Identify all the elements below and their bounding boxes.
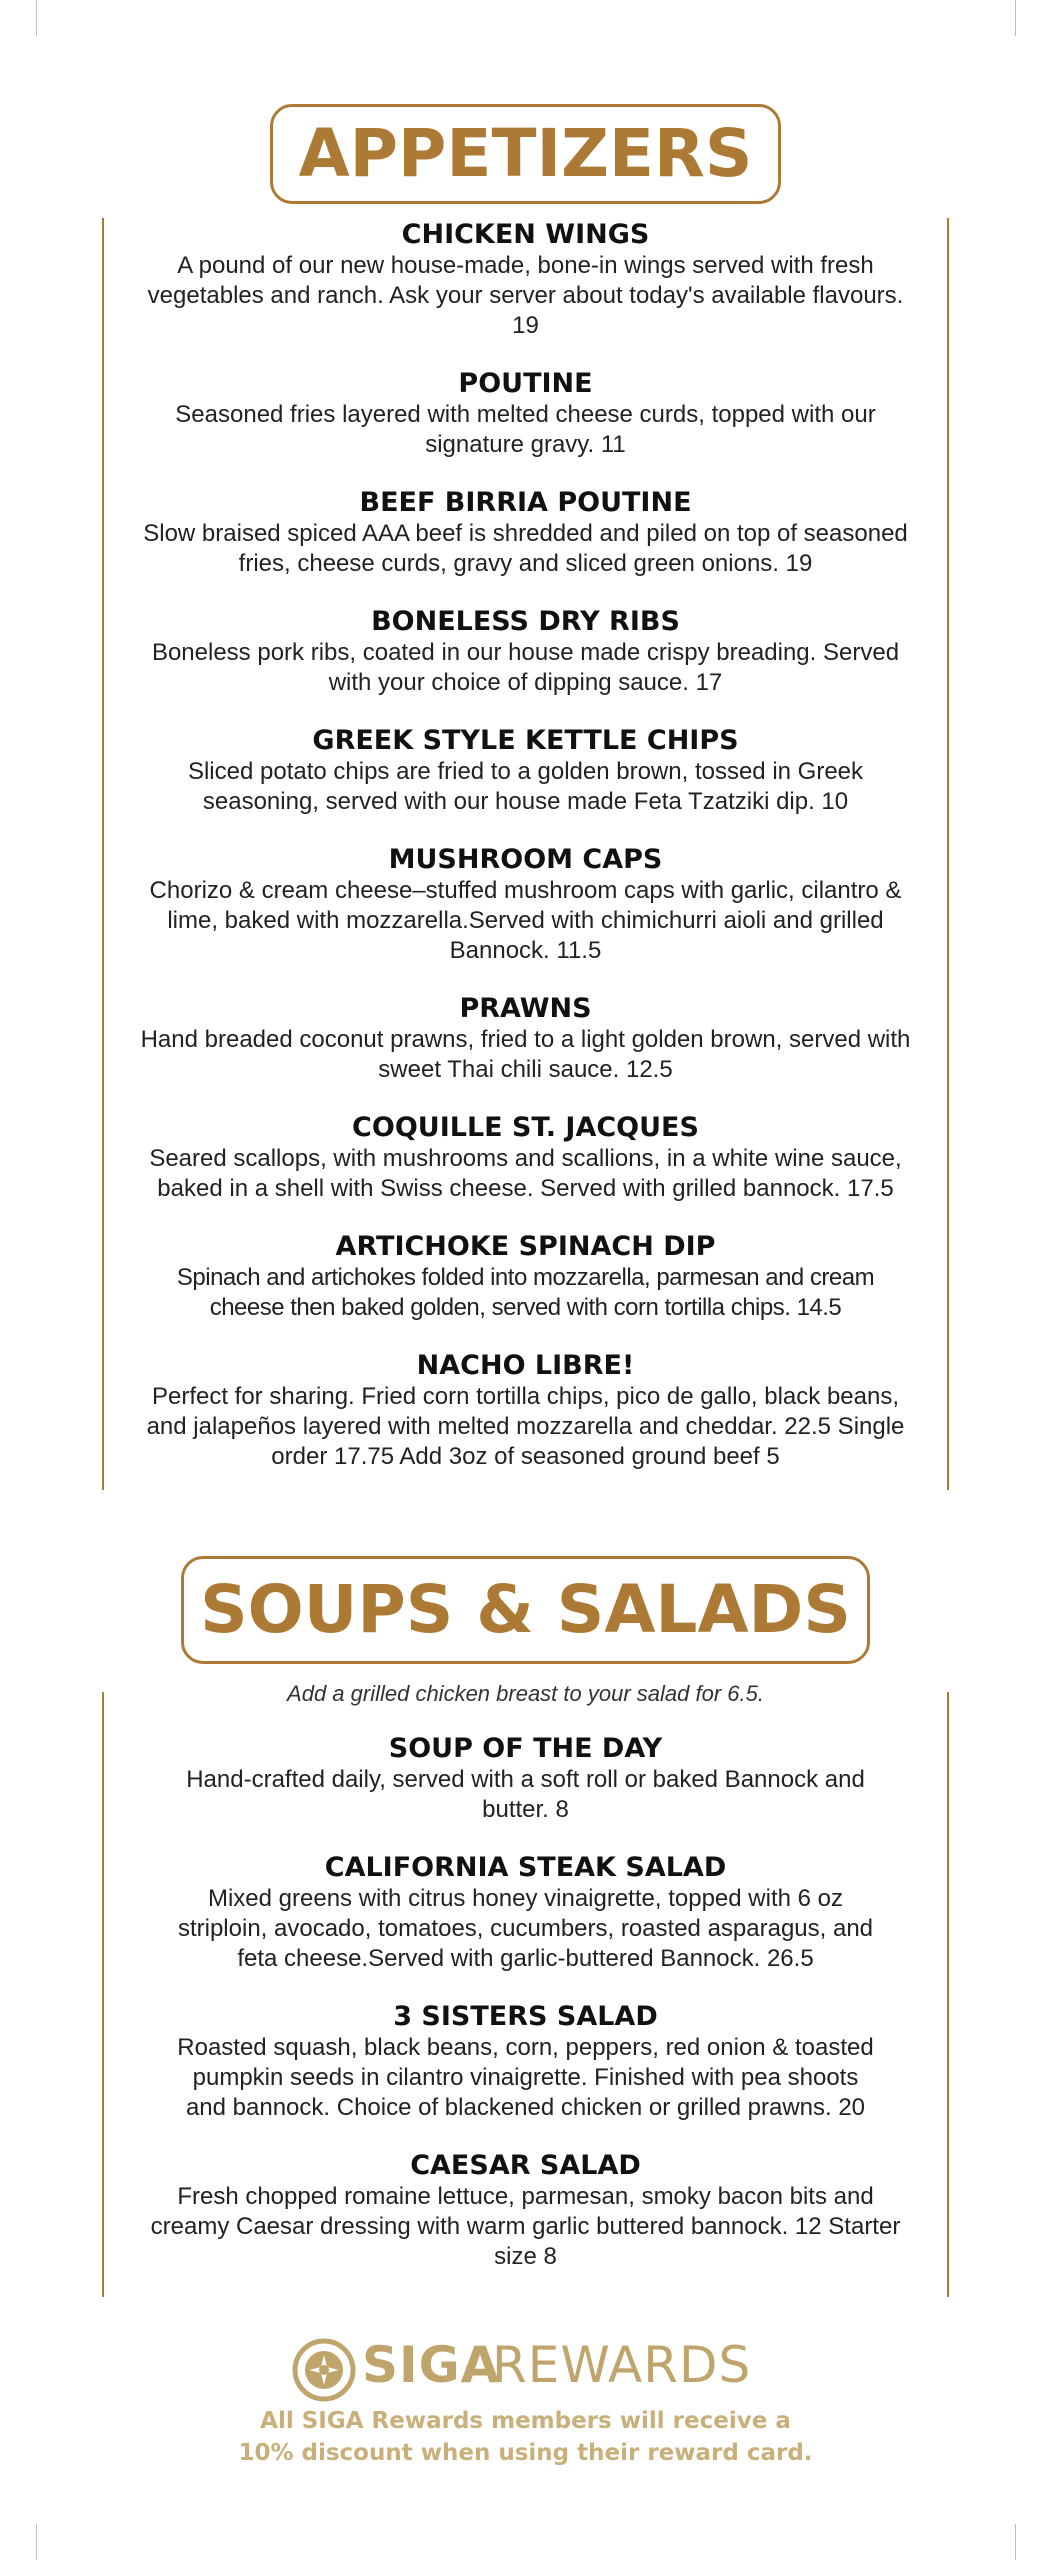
appetizers-list bbox=[140, 219, 911, 1472]
item-name: PRAWNS bbox=[459, 993, 592, 1024]
item-name: CAESAR SALAD bbox=[410, 2150, 641, 2181]
item-description: Boneless pork ribs, coated in our house made crispy breading. Served with your choice of dipping sauce. 17 bbox=[151, 639, 900, 696]
menu-item bbox=[140, 2001, 911, 2123]
item-description: A pound of our new house-made, bone-in wings served with fresh vegetables and ranch. Ask your server about today's available flavours. 19 bbox=[147, 252, 904, 339]
salad-addon-note: Add a grilled chicken breast to your salad for 6.5. bbox=[287, 1681, 764, 1706]
item-description: Hand breaded coconut prawns, fried to a light golden brown, served with sweet Thai chili sauce. 12.5 bbox=[140, 1026, 911, 1083]
brand-rewards: REWARDS bbox=[492, 2336, 752, 2394]
item-description: Seasoned fries layered with melted cheese curds, topped with our signature gravy. 11 bbox=[175, 401, 876, 458]
soups-right-rule bbox=[947, 1692, 949, 2297]
item-name: SOUP OF THE DAY bbox=[388, 1733, 663, 1764]
menu-item bbox=[140, 1733, 911, 1825]
brand-siga: SIGA bbox=[362, 2336, 501, 2394]
item-description: Perfect for sharing. Fried corn tortilla chips, pico de gallo, black beans, and jalapeños layered with melted mozzarella and cheddar. 22.5 Single order 17.75 Add 3oz of seasoned ground beef 5 bbox=[146, 1383, 905, 1470]
appetizers-heading: APPETIZERS bbox=[270, 104, 781, 204]
menu-item bbox=[140, 487, 911, 579]
item-name: NACHO LIBRE! bbox=[416, 1350, 635, 1381]
item-name: MUSHROOM CAPS bbox=[388, 844, 663, 875]
menu-item bbox=[140, 1350, 911, 1472]
item-description: Fresh chopped romaine lettuce, parmesan, smoky bacon bits and creamy Caesar dressing with warm garlic buttered bannock. 12 Starter size 8 bbox=[150, 2183, 901, 2270]
item-name: BEEF BIRRIA POUTINE bbox=[359, 487, 692, 518]
item-description: Hand-crafted daily, served with a soft roll or baked Bannock and butter. 8 bbox=[186, 1766, 865, 1823]
menu-item bbox=[140, 368, 911, 460]
item-description: Seared scallops, with mushrooms and scallions, in a white wine sauce, baked in a shell with Swiss cheese. Served with grilled bannock. 17.5 bbox=[149, 1145, 902, 1202]
item-description: Sliced potato chips are fried to a golden brown, tossed in Greek seasoning, served with our house made Feta Tzatziki dip. 10 bbox=[187, 758, 864, 815]
item-description: Roasted squash, black beans, corn, peppers, red onion & toasted pumpkin seeds in cilantro vinaigrette. Finished with pea shoots and bannock. Choice of blackened chicken or grilled prawns. 20 bbox=[177, 2034, 874, 2121]
rewards-discount-note bbox=[0, 2405, 1051, 2469]
menu-item bbox=[140, 606, 911, 698]
item-name: CALIFORNIA STEAK SALAD bbox=[324, 1852, 727, 1883]
appetizers-right-rule bbox=[947, 218, 949, 1490]
crop-mark-top-right bbox=[1015, 0, 1016, 36]
menu-item bbox=[140, 1852, 911, 1974]
menu-item bbox=[140, 219, 911, 341]
menu-item bbox=[140, 1231, 911, 1323]
menu-item bbox=[140, 1112, 911, 1204]
crop-mark-top-left bbox=[36, 0, 37, 36]
item-name: POUTINE bbox=[458, 368, 593, 399]
item-name: BONELESS DRY RIBS bbox=[371, 606, 680, 637]
soups-left-rule bbox=[102, 1692, 104, 2297]
menu-item bbox=[140, 725, 911, 817]
soups-salads-heading: SOUPS & SALADS bbox=[181, 1556, 870, 1664]
item-name: ARTICHOKE SPINACH DIP bbox=[335, 1231, 716, 1262]
siga-emblem-icon bbox=[292, 2338, 356, 2402]
soups-salads-list bbox=[140, 1681, 911, 2272]
menu-item bbox=[140, 2150, 911, 2272]
item-name: 3 SISTERS SALAD bbox=[393, 2001, 658, 2032]
rewards-note-line-1: All SIGA Rewards members will receive a bbox=[260, 2408, 791, 2434]
menu-item bbox=[140, 993, 911, 1085]
item-description: Mixed greens with citrus honey vinaigrette, topped with 6 oz striploin, avocado, tomatoes, cucumbers, roasted asparagus, and feta cheese.Served with garlic-buttered Bannock. 26.5 bbox=[177, 1885, 874, 1972]
item-name: CHICKEN WINGS bbox=[401, 219, 650, 250]
appetizers-left-rule bbox=[102, 218, 104, 1490]
menu-item bbox=[140, 844, 911, 966]
rewards-note-line-2: 10% discount when using their reward card. bbox=[238, 2440, 813, 2466]
crop-mark-bottom-right bbox=[1015, 2524, 1016, 2560]
item-description: Spinach and artichokes folded into mozzarella, parmesan and cream cheese then baked golden, served with corn tortilla chips. 14.5 bbox=[176, 1264, 875, 1321]
item-description: Chorizo & cream cheese–stuffed mushroom caps with garlic, cilantro & lime, baked with mozzarella.Served with chimichurri aioli and grilled Bannock. 11.5 bbox=[149, 877, 902, 964]
item-name: COQUILLE ST. JACQUES bbox=[352, 1112, 699, 1143]
item-description: Slow braised spiced AAA beef is shredded and piled on top of seasoned fries, cheese curds, gravy and sliced green onions. 19 bbox=[143, 520, 908, 577]
item-name: GREEK STYLE KETTLE CHIPS bbox=[312, 725, 739, 756]
crop-mark-bottom-left bbox=[36, 2524, 37, 2560]
